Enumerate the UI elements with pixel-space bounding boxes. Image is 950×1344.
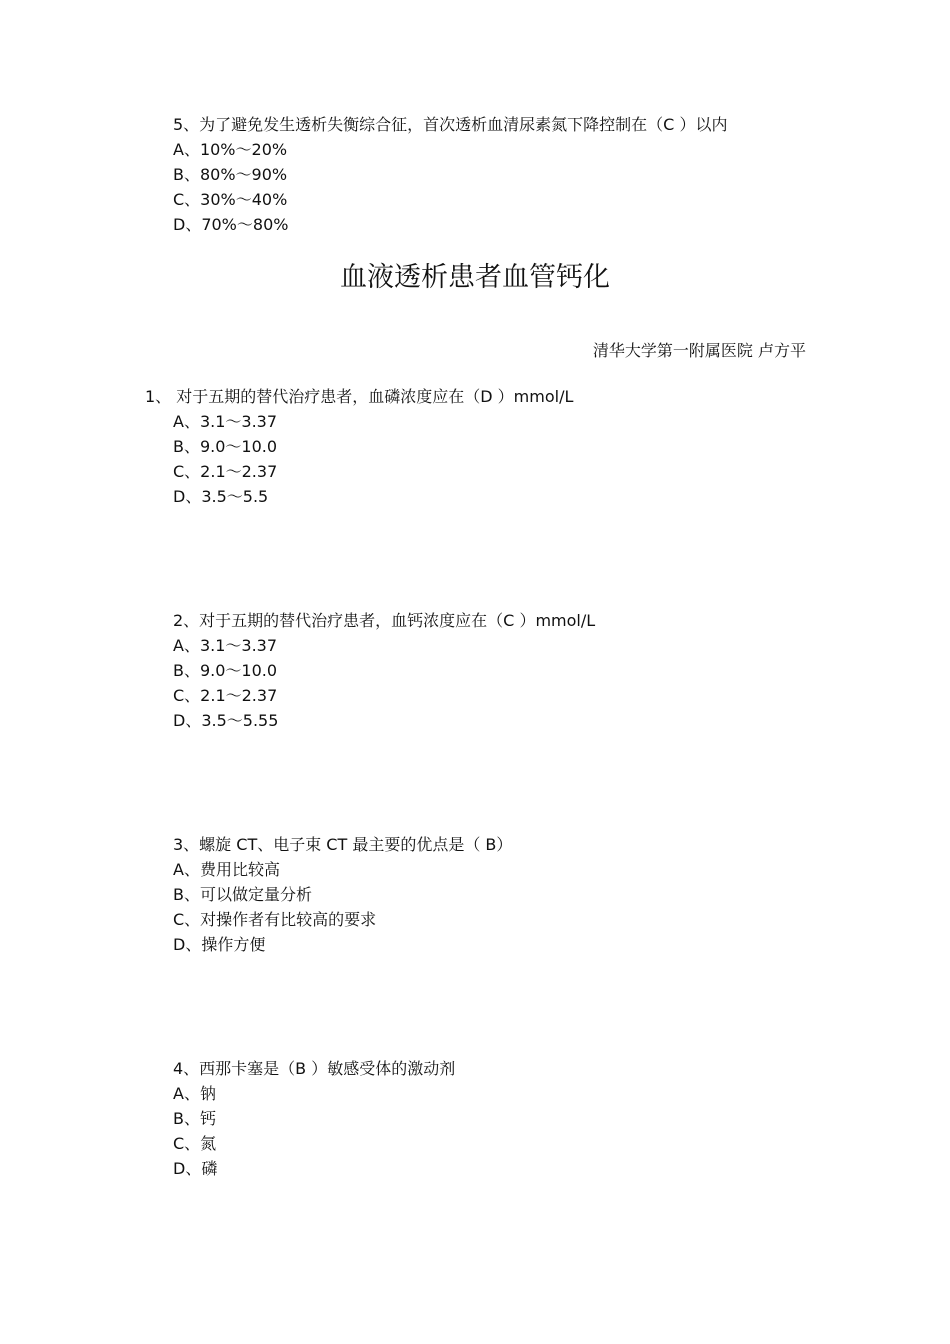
option-a: A、3.1～3.37 [173,412,278,431]
option-b: B、可以做定量分析 [173,885,312,904]
option-a: A、10%～20% [173,140,288,159]
option-d: D、3.5～5.55 [173,711,279,730]
option-d: D、磷 [173,1159,218,1178]
option-a: A、费用比较高 [173,860,280,879]
option-b: B、9.0～10.0 [173,661,278,680]
option-a: A、钠 [173,1084,216,1103]
question-text: 3、螺旋 CT、电子束 CT 最主要的优点是（ B） [173,835,513,854]
option-b: B、钙 [173,1109,216,1128]
option-c: C、30%～40% [173,190,288,209]
option-a: A、3.1～3.37 [173,636,278,655]
option-c: C、氮 [173,1134,217,1153]
option-c: C、对操作者有比较高的要求 [173,910,377,929]
section-author: 清华大学第一附属医院 卢方平 [592,341,806,360]
section-title: 血液透析患者血管钙化 [340,262,610,293]
option-b: B、9.0～10.0 [173,437,278,456]
question-text: 1、 对于五期的替代治疗患者，血磷浓度应在（D ）mmol/L [145,387,574,406]
option-b: B、80%～90% [173,165,288,184]
option-d: D、70%～80% [173,215,289,234]
option-d: D、3.5～5.5 [173,487,269,506]
option-c: C、2.1～2.37 [173,462,278,481]
question-text: 2、对于五期的替代治疗患者，血钙浓度应在（C ）mmol/L [173,611,596,630]
question-text: 5、为了避免发生透析失衡综合征，首次透析血清尿素氮下降控制在（C ）以内 [173,115,728,134]
option-c: C、2.1～2.37 [173,686,278,705]
question-text: 4、西那卡塞是（B ）敏感受体的激动剂 [173,1059,456,1078]
option-d: D、操作方便 [173,935,266,954]
